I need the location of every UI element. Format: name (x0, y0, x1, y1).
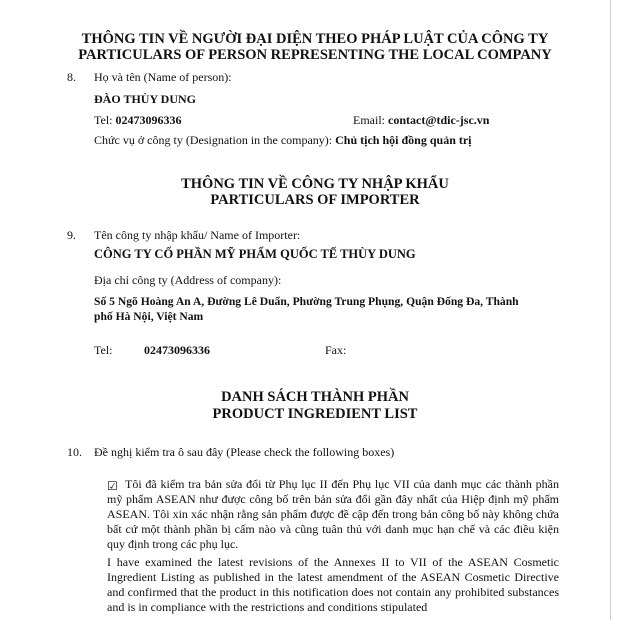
page-edge (610, 0, 611, 620)
rep-title-en: PARTICULARS OF PERSON REPRESENTING THE LOCAL COMPANY (78, 47, 552, 63)
importer-tel-label: Tel: (94, 343, 113, 357)
en-declaration-paragraph: I have examined the latest revisions of the Annexes II to VII of the ASEAN Cosmetic Ingredient Listing as published in the latest amendment of the ASEAN Cosmetic Directive and confirmed that the product in this notification does not contain any prohibited substances and is in compliance with the restrictions and conditions stipulated (107, 555, 559, 614)
importer-name-label: Tên công ty nhập khẩu/ Name of Importer: (94, 228, 301, 242)
rep-name-label: Họ và tên (Name of person): (94, 70, 232, 84)
rep-designation (94, 133, 472, 148)
rep-name-value: ĐÀO THÙY DUNG (94, 92, 197, 106)
importer-title-vn: THÔNG TIN VỀ CÔNG TY NHẬP KHẨU (181, 176, 449, 192)
item-number-10: 10. (67, 445, 82, 459)
check-prompt: Đề nghị kiểm tra ô sau đây (Please check the following boxes) (94, 445, 395, 459)
importer-name-value: CÔNG TY CỔ PHẦN MỸ PHẨM QUỐC TẾ THÙY DUNG (94, 247, 416, 261)
importer-address-line1: Số 5 Ngõ Hoàng An A, Đường Lê Duẩn, Phường Trung Phụng, Quận Đống Đa, Thành (94, 295, 519, 308)
rep-tel (94, 113, 182, 128)
importer-tel-value: 02473096336 (144, 343, 210, 357)
ingredients-title-vn: DANH SÁCH THÀNH PHẦN (221, 389, 409, 405)
rep-designation-label: Chức vụ ở công ty (Designation in the company): (94, 133, 333, 147)
checkbox-checked-icon: ☑ (107, 479, 118, 493)
ingredients-title-en: PRODUCT INGREDIENT LIST (212, 406, 418, 422)
rep-title-vn: THÔNG TIN VỀ NGƯỜI ĐẠI DIỆN THEO PHÁP LUẬT CỦA CÔNG TY (81, 31, 549, 47)
rep-designation-value: Chủ tịch hội đồng quản trị (335, 133, 472, 147)
item-number-8: 8. (67, 70, 76, 84)
rep-tel-value: 02473096336 (115, 113, 182, 127)
rep-email-value: contact@tdic-jsc.vn (388, 113, 490, 127)
item-number-9: 9. (67, 228, 76, 242)
rep-tel-label: Tel: (94, 113, 113, 127)
rep-email-label: Email: (353, 113, 385, 127)
importer-title-en: PARTICULARS OF IMPORTER (210, 192, 420, 208)
vn-declaration-paragraph: Tôi đã kiểm tra bản sửa đổi từ Phụ lục II đến Phụ lục VII của danh mục các thành phần mỹ phẩm ASEAN như được công bố trên bản sửa đổi gần đây nhất của Hiệp định mỹ phẩm ASEAN. Tôi xin xác nhận rằng sản phẩm được đề cập đến trong bản công bố này không chứa bất cứ một thành phần bị cấm nào và cũng tuân thủ với danh mục hạn chế và các điều kiện quy định trong các phụ lục. (107, 477, 559, 551)
importer-address-line2: phố Hà Nội, Việt Nam (94, 310, 204, 323)
rep-email (353, 113, 489, 128)
importer-fax-label: Fax: (325, 343, 347, 357)
importer-address-label: Địa chỉ công ty (Address of company): (94, 273, 282, 287)
